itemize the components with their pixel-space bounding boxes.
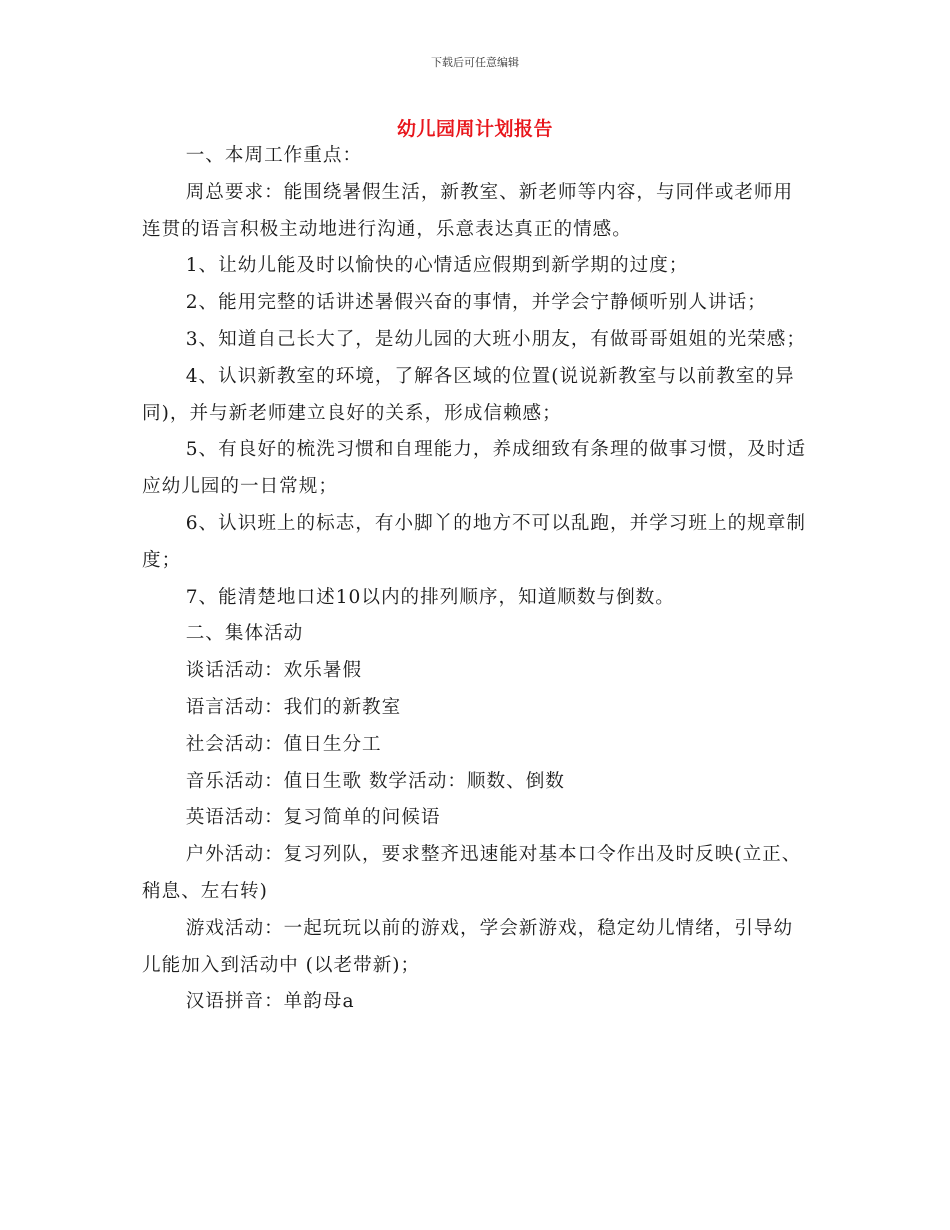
activity-line: 户外活动：复习列队，要求整齐迅速能对基本口令作出及时反映(立正、稍息、左右转) — [142, 844, 802, 902]
activity-line: 音乐活动：值日生歌 数学活动：顺数、倒数 — [185, 770, 565, 792]
list-item: 3、知道自己长大了，是幼儿园的大班小朋友，有做哥哥姐姐的光荣感； — [185, 328, 806, 350]
header-note: 下载后可任意编辑 — [431, 56, 519, 69]
list-item: 4、认识新教室的环境，了解各区域的位置(说说新教室与以前教室的异同)，并与新老师建立良好的关系，形成信赖感； — [142, 365, 795, 424]
list-item: 5、有良好的梳洗习惯和自理能力，养成细致有条理的做事习惯，及时适应幼儿园的一日常规； — [142, 439, 806, 498]
list-item: 2、能用完整的话讲述暑假兴奋的事情，并学会宁静倾听别人讲话； — [185, 292, 767, 314]
activity-line: 英语活动：复习简单的问候语 — [185, 807, 441, 829]
activity-line: 汉语拼音：单韵母a — [185, 991, 355, 1013]
section-heading: 二、集体活动 — [185, 623, 304, 645]
activity-line: 谈话活动：欢乐暑假 — [185, 660, 363, 682]
document-title: 幼儿园周计划报告 — [396, 118, 553, 140]
activity-line: 语言活动：我们的新教室 — [185, 696, 402, 718]
activity-line: 游戏活动：一起玩玩以前的游戏，学会新游戏，稳定幼儿情绪，引导幼儿能加入到活动中 (以老带新)； — [142, 917, 794, 976]
list-item: 7、能清楚地口述10以内的排列顺序，知道顺数与倒数。 — [185, 586, 675, 608]
document-body — [142, 138, 812, 1021]
list-item: 6、认识班上的标志，有小脚丫的地方不可以乱跑，并学习班上的规章制度； — [142, 512, 806, 571]
activity-line: 社会活动：值日生分工 — [185, 733, 382, 755]
paragraph: 周总要求：能围绕暑假生活，新教室、新老师等内容，与同伴或老师用连贯的语言积极主动地进行沟通，乐意表达真正的情感。 — [142, 181, 794, 240]
list-item: 1、让幼儿能及时以愉快的心情适应假期到新学期的过度； — [185, 255, 689, 277]
section-heading: 一、本周工作重点： — [185, 145, 363, 166]
